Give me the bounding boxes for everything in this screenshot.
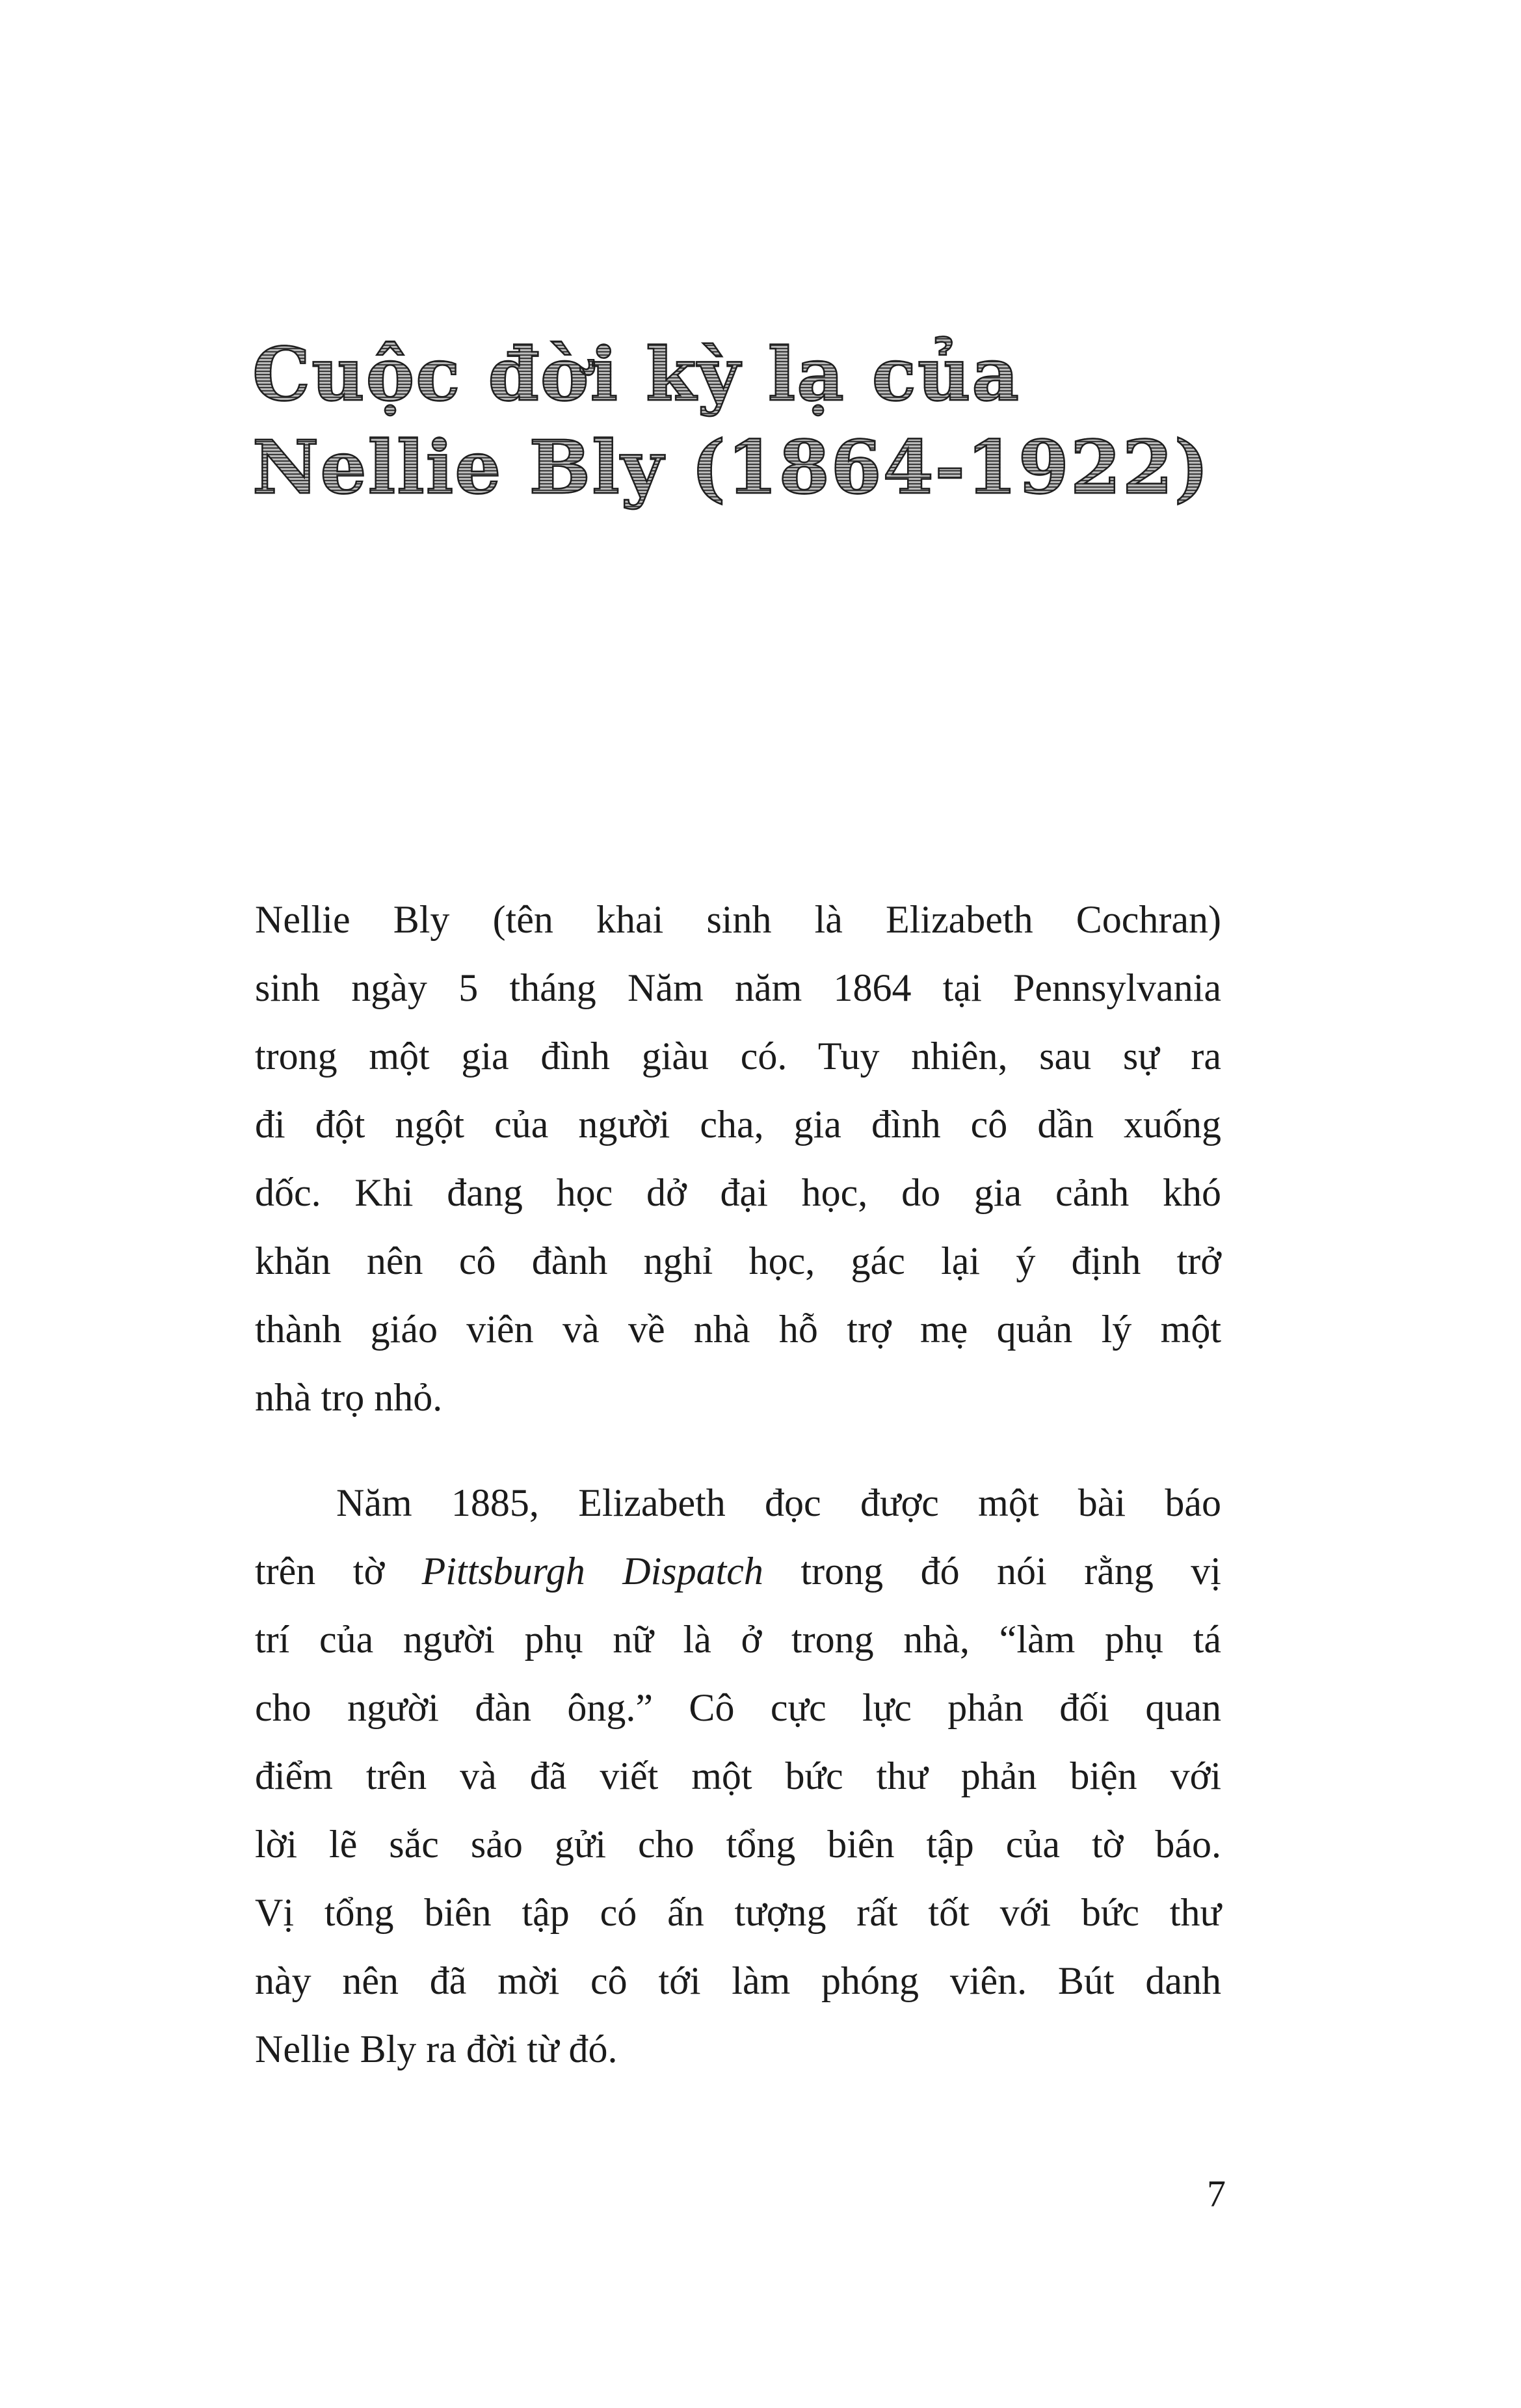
text-line	[255, 1469, 1221, 1537]
text-segment: trong một gia đình giàu có. Tuy nhiên, sau sự ra	[255, 1035, 1221, 1078]
italic-text: Pittsburgh Dispatch	[421, 1550, 763, 1593]
text-line	[255, 1879, 1221, 1947]
text-line	[255, 886, 1221, 954]
text-line	[255, 1159, 1221, 1227]
text-segment: khăn nên cô đành nghỉ học, gác lại ý định trở	[255, 1239, 1221, 1282]
text-line	[255, 1227, 1221, 1295]
text-segment: cho người đàn ông.” Cô cực lực phản đối quan	[255, 1686, 1221, 1729]
text-segment: Năm 1885, Elizabeth đọc được một bài báo	[336, 1481, 1221, 1524]
text-line	[255, 1091, 1221, 1159]
text-line	[255, 1810, 1221, 1879]
text-segment: trên tờ	[255, 1550, 422, 1593]
text-segment: đi đột ngột của người cha, gia đình cô dần xuống	[255, 1103, 1221, 1146]
text-segment: trong đó nói rằng vị	[763, 1550, 1221, 1593]
title-line-1: Cuộc đời kỳ lạ của	[252, 328, 1210, 421]
text-segment: này nên đã mời cô tới làm phóng viên. Bút danh	[255, 1959, 1221, 2002]
page-title	[252, 328, 1210, 514]
text-segment: dốc. Khi đang học dở đại học, do gia cảnh khó	[255, 1171, 1221, 1214]
text-segment: Vị tổng biên tập có ấn tượng rất tốt với bức thư	[255, 1891, 1221, 1934]
text-line	[255, 1022, 1221, 1091]
text-segment: nhà trọ nhỏ.	[255, 1376, 443, 1419]
text-line	[255, 954, 1221, 1022]
text-segment: Nellie Bly (tên khai sinh là Elizabeth Cochran)	[255, 898, 1221, 941]
paragraph	[255, 1469, 1221, 2084]
title-line-2: Nellie Bly (1864-1922)	[252, 421, 1210, 514]
text-line	[255, 1364, 1221, 1432]
text-segment: Nellie Bly ra đời từ đó.	[255, 2028, 618, 2071]
text-line	[255, 2015, 1221, 2084]
text-line	[255, 1295, 1221, 1364]
page-number: 7	[1207, 2173, 1226, 2215]
text-segment: sinh ngày 5 tháng Năm năm 1864 tại Pennsylvania	[255, 966, 1221, 1009]
text-line	[255, 1537, 1221, 1606]
text-segment: trí của người phụ nữ là ở trong nhà, “làm phụ tá	[255, 1618, 1221, 1661]
text-line	[255, 1606, 1221, 1674]
text-line	[255, 1947, 1221, 2015]
text-line	[255, 1742, 1221, 1810]
text-line	[255, 1674, 1221, 1742]
text-segment: điểm trên và đã viết một bức thư phản biện với	[255, 1754, 1221, 1797]
body-text	[255, 886, 1221, 2084]
text-segment: thành giáo viên và về nhà hỗ trợ mẹ quản lý một	[255, 1308, 1221, 1351]
text-segment: lời lẽ sắc sảo gửi cho tổng biên tập của tờ báo.	[255, 1823, 1221, 1866]
paragraph	[255, 886, 1221, 1432]
